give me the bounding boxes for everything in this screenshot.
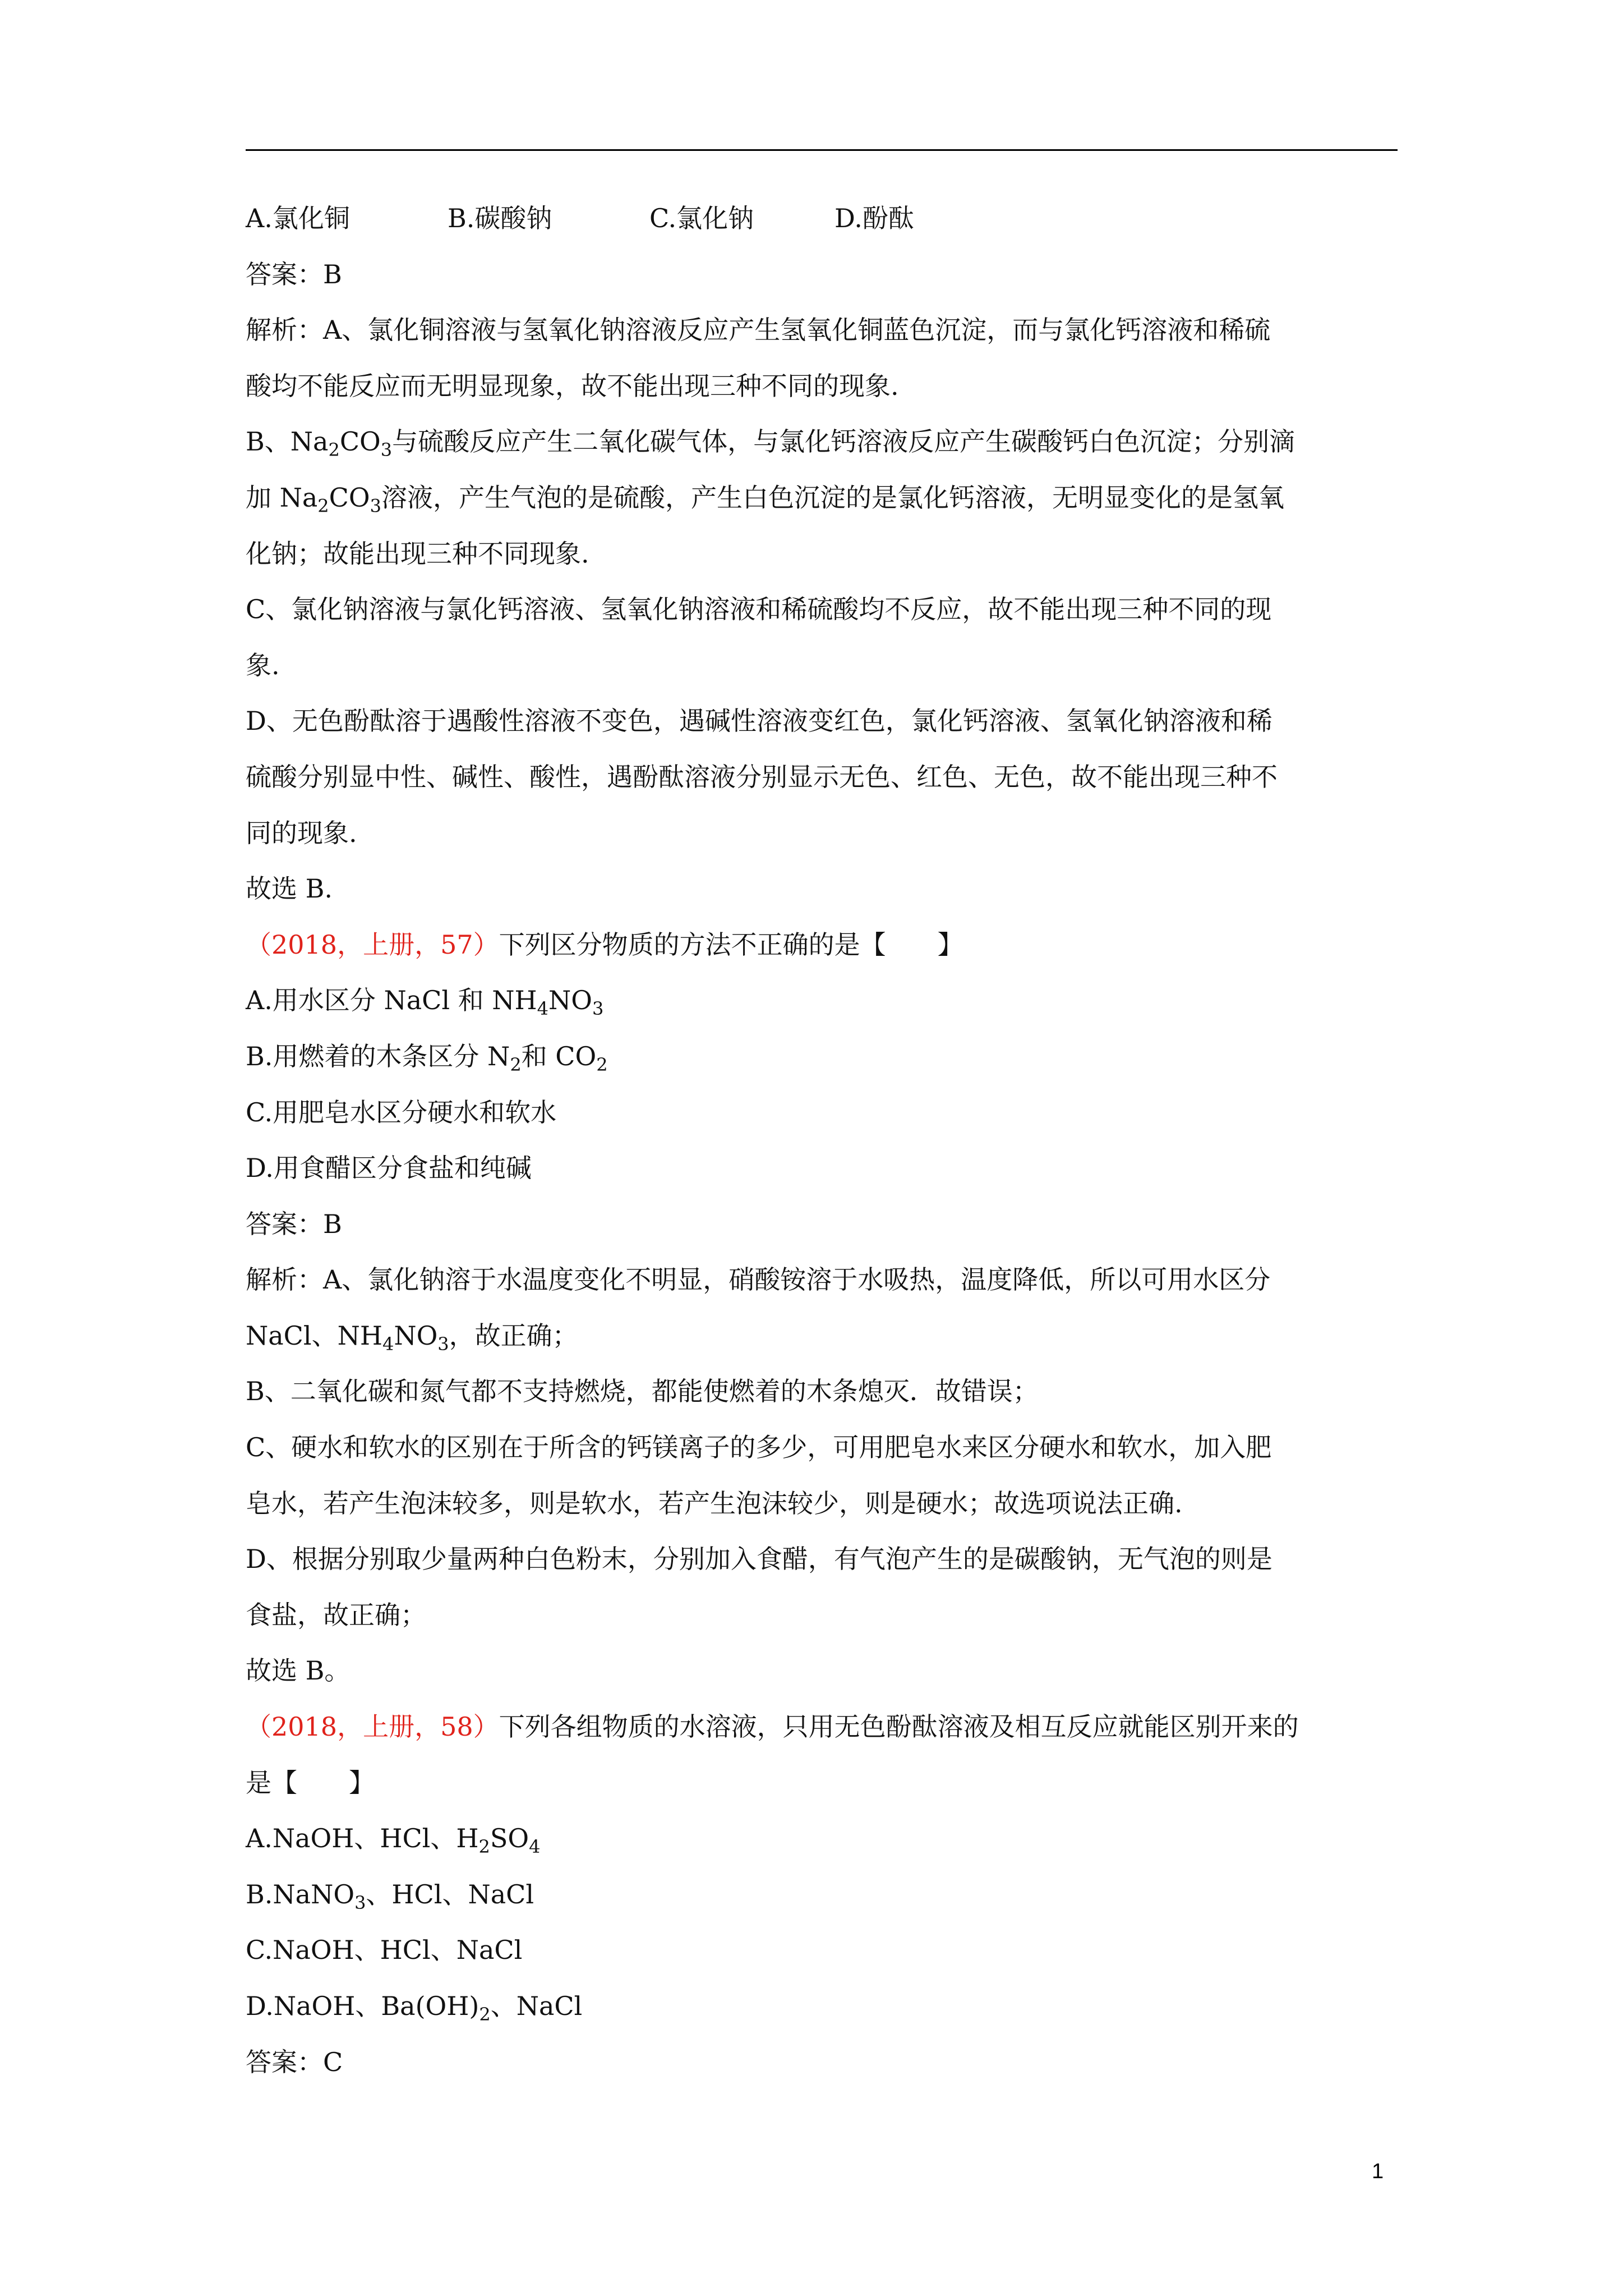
question-source: （2018，上册，57） [246, 929, 499, 960]
subscript: 3 [380, 439, 393, 461]
analysis-line: C、氯化钠溶液与氯化钙溶液、氢氧化钠溶液和稀硫酸均不反应，故不能出现三种不同的现 [246, 594, 1272, 625]
subscript: 2 [317, 495, 329, 517]
subscript: 2 [596, 1053, 608, 1075]
analysis-line: 酸均不能反应而无明显现象，故不能出现三种不同的现象. [246, 370, 899, 401]
analysis-line: 化钠；故能出现三种不同现象. [246, 538, 589, 569]
analysis-line: 解析：A、氯化钠溶于水温度变化不明显，硝酸铵溶于水吸热，温度降低，所以可用水区分 [246, 1264, 1271, 1295]
question-text: 下列区分物质的方法不正确的是【 】 [499, 929, 963, 960]
subscript: 4 [529, 1836, 541, 1858]
text-run: A.用水区分 NaCl 和 NH [246, 985, 537, 1016]
analysis-line [246, 414, 1401, 470]
text-run: D.NaOH、Ba(OH) [246, 1991, 479, 2021]
option-a: A.氯化铜 [246, 203, 350, 233]
answer-line: 答案：B [246, 259, 342, 289]
text-run: CO [329, 482, 370, 513]
question-stem-continued: 是【 】 [246, 1767, 375, 1798]
subscript: 3 [370, 495, 381, 517]
option-c: C.用肥皂水区分硬水和软水 [246, 1097, 557, 1128]
analysis-line: D、根据分别取少量两种白色粉末，分别加入食醋，有气泡产生的是碳酸钠，无气泡的则是 [246, 1544, 1272, 1575]
text-run: 和 CO [521, 1041, 597, 1071]
text-run: A.NaOH、HCl、H [246, 1823, 479, 1854]
text-run: NaCl、NH [246, 1320, 382, 1351]
subscript: 4 [537, 998, 549, 1020]
analysis-line: C、硬水和软水的区别在于所含的钙镁离子的多少，可用肥皂水来区分硬水和软水，加入肥 [246, 1432, 1272, 1463]
subscript: 2 [479, 2004, 491, 2025]
analysis-line: 皂水，若产生泡沫较多，则是软水，若产生泡沫较少，则是硬水；故选项说法正确. [246, 1488, 1183, 1519]
text-run: 溶液，产生气泡的是硫酸，产生白色沉淀的是氯化钙溶液，无明显变化的是氢氧 [381, 482, 1284, 513]
option-c: C.氯化钠 [649, 203, 754, 233]
subscript: 2 [328, 439, 340, 461]
subscript: 4 [382, 1333, 394, 1355]
options-row [246, 191, 1401, 247]
subscript: 3 [437, 1333, 449, 1355]
text-run: NO [394, 1320, 438, 1351]
conclusion-line: 故选 B. [246, 873, 333, 904]
page-number: 1 [1372, 2160, 1384, 2183]
analysis-line [246, 1308, 1401, 1364]
question-source: （2018，上册，58） [246, 1711, 499, 1742]
option-d: D.酚酞 [834, 203, 914, 233]
text-run: ，故正确； [449, 1320, 578, 1351]
option-a [246, 973, 1401, 1029]
text-run: 、NaCl [490, 1991, 583, 2021]
subscript: 2 [478, 1836, 490, 1858]
analysis-line: B、二氧化碳和氮气都不支持燃烧，都能使燃着的木条熄灭．故错误； [246, 1376, 1039, 1407]
question-stem [246, 1699, 1401, 1755]
option-a [246, 1811, 1401, 1867]
answer-line: 答案：C [246, 2046, 343, 2077]
text-run: B、Na [246, 426, 329, 457]
text-run: 与硫酸反应产生二氧化碳气体，与氯化钙溶液反应产生碳酸钙白色沉淀；分别滴 [392, 426, 1295, 457]
analysis-line: 食盐，故正确； [246, 1599, 426, 1630]
option-c: C.NaOH、HCl、NaCl [246, 1935, 523, 1966]
analysis-line: 象. [246, 650, 280, 680]
analysis-line: 硫酸分别显中性、碱性、酸性，遇酚酞溶液分别显示无色、红色、无色，故不能出现三种不 [246, 761, 1278, 792]
subscript: 3 [354, 1892, 366, 1913]
analysis-line: D、无色酚酞溶于遇酸性溶液不变色，遇碱性溶液变红色，氯化钙溶液、氢氧化钠溶液和稀 [246, 706, 1272, 737]
analysis-line: 解析：A、氯化铜溶液与氢氧化钠溶液反应产生氢氧化铜蓝色沉淀，而与氯化钙溶液和稀硫 [246, 315, 1271, 346]
question-text: 下列各组物质的水溶液，只用无色酚酞溶液及相互反应就能区别开来的 [499, 1711, 1299, 1742]
subscript: 3 [592, 998, 604, 1020]
page-content [246, 191, 1401, 2090]
question-stem [246, 917, 1401, 973]
text-run: 、HCl、NaCl [366, 1879, 534, 1910]
analysis-line: 同的现象. [246, 817, 357, 848]
analysis-line [246, 470, 1401, 526]
option-b [246, 1029, 1401, 1085]
option-d: D.用食醋区分食盐和纯碱 [246, 1153, 532, 1184]
answer-line: 答案：B [246, 1208, 342, 1239]
text-run: B.用燃着的木条区分 N [246, 1041, 510, 1071]
text-run: 加 Na [246, 482, 318, 513]
text-run: B.NaNO [246, 1879, 355, 1910]
header-rule [246, 149, 1398, 151]
option-b [246, 1867, 1401, 1923]
subscript: 2 [510, 1053, 522, 1075]
text-run: SO [490, 1823, 529, 1854]
option-b: B.碳酸钠 [448, 203, 552, 233]
option-d [246, 1978, 1401, 2035]
conclusion-line: 故选 B。 [246, 1655, 351, 1686]
text-run: CO [339, 426, 381, 457]
text-run: NO [548, 985, 592, 1016]
